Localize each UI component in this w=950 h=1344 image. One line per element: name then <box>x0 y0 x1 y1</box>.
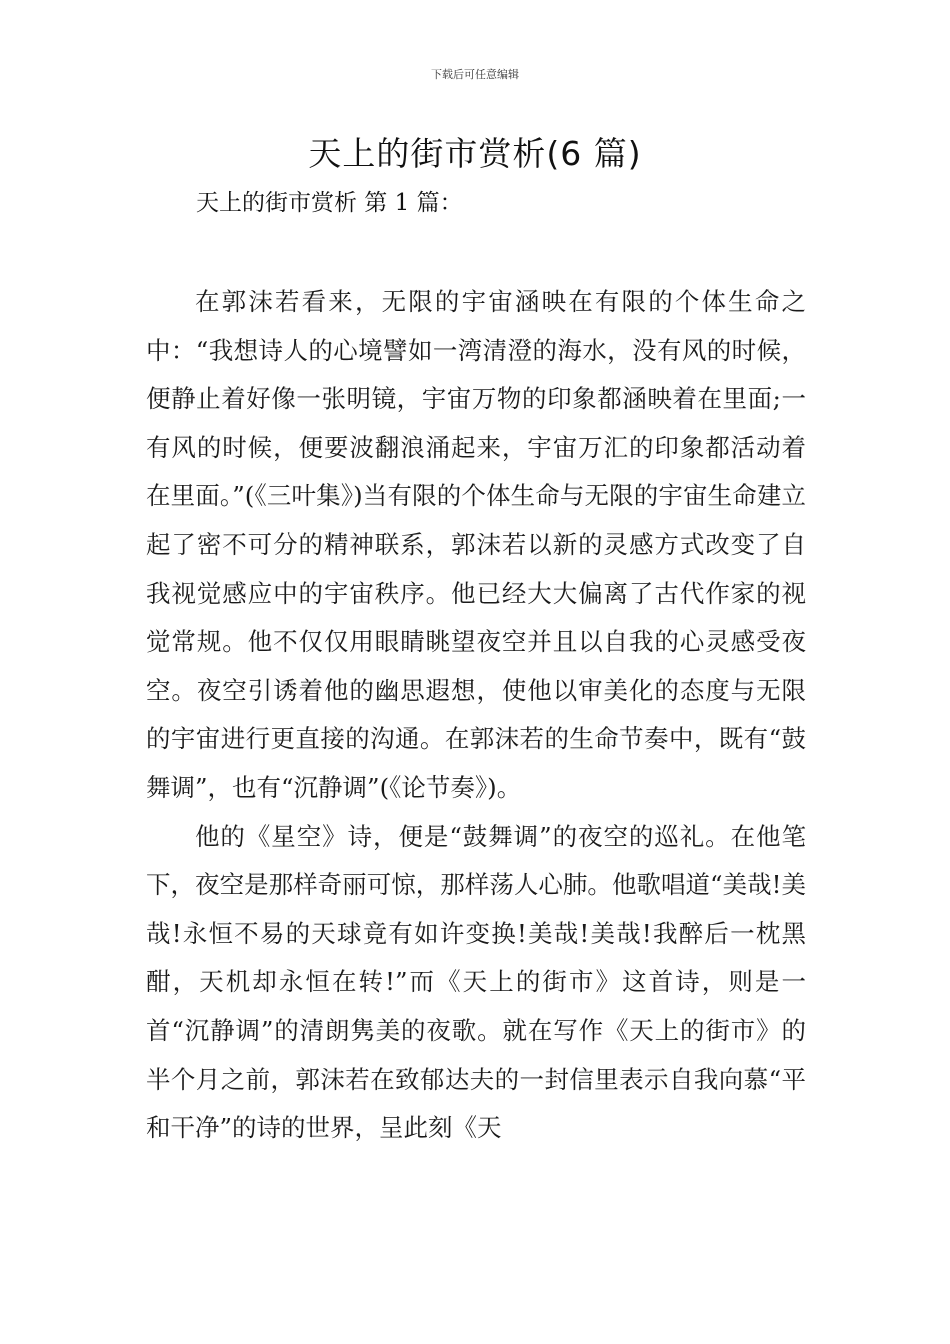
section-heading: 天上的街市赏析 第 1 篇： <box>196 190 463 216</box>
header-note: 下载后可任意编辑 <box>431 68 519 81</box>
paragraph: 他的《星空》诗，便是“鼓舞调”的夜空的巡礼。在他笔下，夜空是那样奇丽可惊，那样荡人心肺。他歌唱道“美哉!美哉!永恒不易的天球竟有如许变换!美哉!美哉!我醉后一枕黑酣，天机却永恒在转!”而《天上的街市》这首诗，则是一首“沉静调”的清朗隽美的夜歌。就在写作《天上的街市》的半个月之前，郭沫若在致郁达夫的一封信里表示自我向慕“平和干净”的诗的世界，呈此刻《天 <box>146 821 806 1143</box>
paragraph: 在郭沫若看来，无限的宇宙涵映在有限的个体生命之中：“我想诗人的心境譬如一湾清澄的海水，没有风的时候，便静止着好像一张明镜，宇宙万物的印象都涵映着在里面;一有风的时候，便要波翻浪涌起来，宇宙万汇的印象都活动着在里面。”(《三叶集》)当有限的个体生命与无限的宇宙生命建立起了密不可分的精神联系，郭沫若以新的灵感方式改变了自我视觉感应中的宇宙秩序。他已经大大偏离了古代作家的视觉常规。他不仅仅用眼睛眺望夜空并且以自我的心灵感受夜空。夜空引诱着他的幽思遐想，使他以审美化的态度与无限的宇宙进行更直接的沟通。在郭沫若的生命节奏中，既有“鼓舞调”，也有“沉静调”(《论节奏》)。 <box>146 287 806 802</box>
document-title: 天上的街市赏析(6 篇) <box>308 134 642 173</box>
body-text <box>146 278 806 1153</box>
